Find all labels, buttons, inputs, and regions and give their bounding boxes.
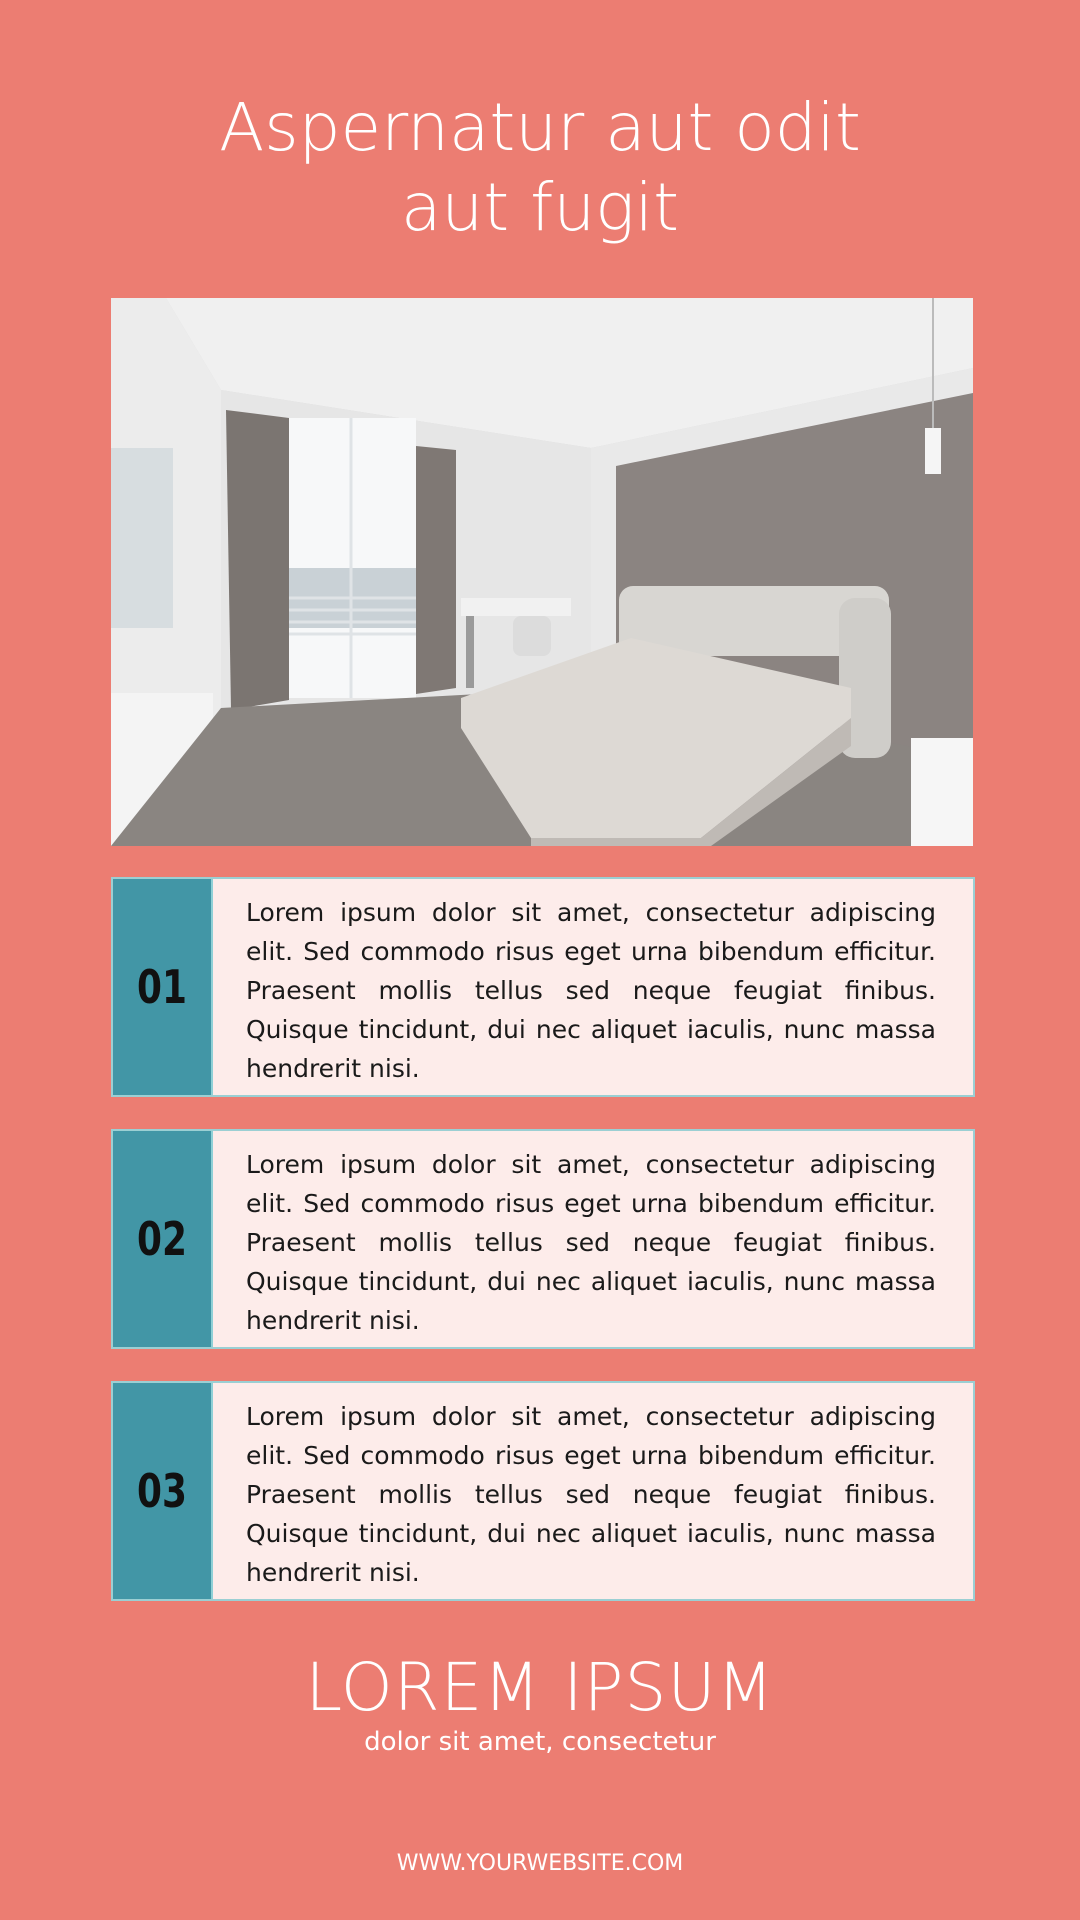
item-text [246,1397,936,1592]
bedroom-photo [111,298,973,846]
item-text-body: Lorem ipsum dolor sit amet, consectetur adipiscing elit. Sed commodo risus eget urna bibendum efficitur. Praesent mollis tellus sed neque feugiat finibus. Quisque tincidunt, dui nec aliquet iaculis, nunc massa hendrerit nisi. [246,1402,936,1587]
title-line-2: aut fugit [400,169,680,246]
list-item [111,877,975,1097]
item-number: 02 [137,1212,187,1266]
brand-tagline: dolor sit amet, consectetur [364,1727,716,1757]
item-number: 01 [137,960,187,1014]
page-title [0,88,1080,248]
item-text [246,1145,936,1340]
brand-name: LOREM IPSUM [305,1649,775,1726]
item-number: 03 [137,1464,187,1518]
list-item [111,1381,975,1601]
title-line-1: Aspernatur aut odit [219,89,861,166]
number-box [113,879,213,1095]
item-text-body: Lorem ipsum dolor sit amet, consectetur adipiscing elit. Sed commodo risus eget urna bibendum efficitur. Praesent mollis tellus sed neque feugiat finibus. Quisque tincidunt, dui nec aliquet iaculis, nunc massa hendrerit nisi. [246,1150,936,1335]
list-item [111,1129,975,1349]
item-text [246,893,936,1088]
item-text-body: Lorem ipsum dolor sit amet, consectetur adipiscing elit. Sed commodo risus eget urna bibendum efficitur. Praesent mollis tellus sed neque feugiat finibus. Quisque tincidunt, dui nec aliquet iaculis, nunc massa hendrerit nisi. [246,898,936,1083]
number-box [113,1131,213,1347]
website-link[interactable]: WWW.YOURWEBSITE.COM [396,1851,684,1876]
number-box [113,1383,213,1599]
